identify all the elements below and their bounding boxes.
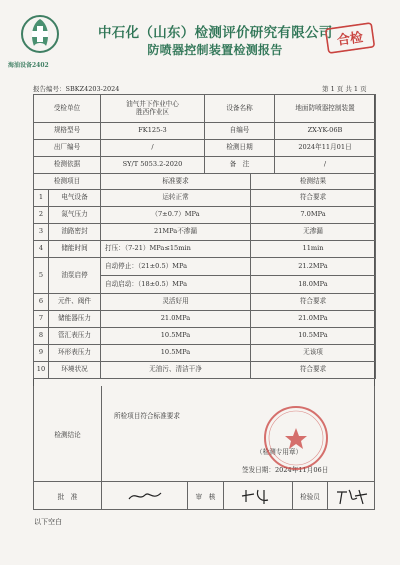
client-label: 受检单位 [34,95,101,123]
company-name: 中石化（山东）检测评价研究有限公司 [98,25,333,41]
inspector-signature [328,482,374,509]
remark-value: / [275,157,376,174]
item-no: 4 [34,241,49,258]
inspector-label: 检验员 [293,482,328,509]
review-label: 审 核 [188,482,224,509]
review-signature-icon [240,486,276,506]
item-requirement: 10.5MPa [101,345,251,362]
report-number-label: 报告编号： [33,85,66,93]
item-requirement: 21.0MPa [101,311,251,328]
item-name: 环形表压力 [49,345,101,362]
item-name: 油泵启停 [49,258,101,294]
item-name: 氮气压力 [49,207,101,224]
item-result: 符合要求 [251,190,376,207]
item-requirement-b: 自动启动：（18±0.5）MPa [101,276,251,294]
report-number-value: SBKZ4203-2024 [65,85,120,93]
item-name: 管汇表压力 [49,328,101,345]
logo-caption: 海油设备2402 [8,62,49,69]
client-value [101,95,205,123]
factory-no-label: 出厂编号 [34,140,101,157]
item-result: 10.5MPa [251,328,376,345]
device-name-value: 地面防喷器控制装置 [275,95,376,123]
table-row [34,294,376,311]
table-row [34,258,376,276]
review-signature [224,482,293,509]
item-result: 无该项 [251,345,376,362]
table-row [34,140,376,157]
item-requirement: 10.5MPa [101,328,251,345]
header-item: 检测项目 [34,174,101,190]
table-row [34,123,376,140]
model-value: FK125-3 [101,123,205,140]
item-result: 无渗漏 [251,224,376,241]
company-logo-icon [20,14,60,58]
table-row [34,224,376,241]
model-label: 规格型号 [34,123,101,140]
item-requirement: 打压：（7-21）MPa≤15min [101,241,251,258]
report-table [33,94,376,379]
official-seal-icon [262,404,330,472]
issue-date: 签发日期：2024年11月06日 [242,466,329,474]
report-number [33,84,119,93]
client-value-line1: 油气井下作业中心 [126,99,179,108]
item-no: 7 [34,311,49,328]
basis-label: 检测依据 [34,157,101,174]
item-name: 储能器压力 [49,311,101,328]
table-row [34,190,376,207]
report-title: 防喷器控制装置检测报告 [147,43,283,57]
item-requirement-a: 自动停止：（21±0.5）MPa [101,258,251,276]
item-no: 3 [34,224,49,241]
table-row [34,95,376,123]
seal-note: （检测专用章） [256,448,303,456]
item-no: 6 [34,294,49,311]
table-header-row [34,174,376,190]
item-requirement: 运转正常 [101,190,251,207]
item-result: 11min [251,241,376,258]
table-row [34,157,376,174]
factory-no-value: / [101,140,205,157]
header-requirement: 标准要求 [101,174,251,190]
item-result-a: 21.2MPa [251,258,376,276]
item-requirement: 无油污、清洁干净 [101,362,251,379]
table-row [34,311,376,328]
item-name: 储能时间 [49,241,101,258]
self-no-label: 自编号 [205,123,275,140]
client-value-line2: 胜西作业区 [136,107,169,116]
page-indicator: 第 1 页 共 1 页 [322,85,367,93]
device-name-label: 设备名称 [205,95,275,123]
approve-signature-icon [125,487,165,505]
table-row [34,345,376,362]
item-name: 元件、阀件 [49,294,101,311]
item-no: 9 [34,345,49,362]
item-no: 1 [34,190,49,207]
item-no: 5 [34,258,49,294]
basis-value: SY/T 5053.2-2020 [101,157,205,174]
conclusion-label: 检测结论 [34,386,102,481]
table-row [34,362,376,379]
item-result: 21.0MPa [251,311,376,328]
item-no: 8 [34,328,49,345]
item-result: 符合要求 [251,294,376,311]
below-blank-note: 以下空白 [34,518,62,526]
table-row [34,241,376,258]
item-name: 电气设备 [49,190,101,207]
inspector-signature-icon [333,486,369,506]
self-no-value: ZX-YK-06B [275,123,376,140]
item-no: 10 [34,362,49,379]
item-requirement: （7±0.7）MPa [101,207,251,224]
item-no: 2 [34,207,49,224]
stamp-text: 合检 [336,30,365,49]
item-requirement: 21MPa不渗漏 [101,224,251,241]
item-result: 7.0MPa [251,207,376,224]
table-row [34,328,376,345]
item-name: 油路密封 [49,224,101,241]
signature-row [33,481,375,510]
test-date-label: 检测日期 [205,140,275,157]
conclusion-text: 所检项目符合标准要求 [114,412,180,420]
inspection-stamp [324,22,375,54]
item-name: 环境状况 [49,362,101,379]
test-date-value: 2024年11月01日 [275,140,376,157]
remark-label: 备 注 [205,157,275,174]
header-result: 检测结果 [251,174,376,190]
table-row [34,207,376,224]
approve-label: 批 准 [34,482,102,509]
item-requirement: 灵活好用 [101,294,251,311]
item-result-b: 18.0MPa [251,276,376,294]
item-result: 符合要求 [251,362,376,379]
approve-signature [102,482,188,509]
